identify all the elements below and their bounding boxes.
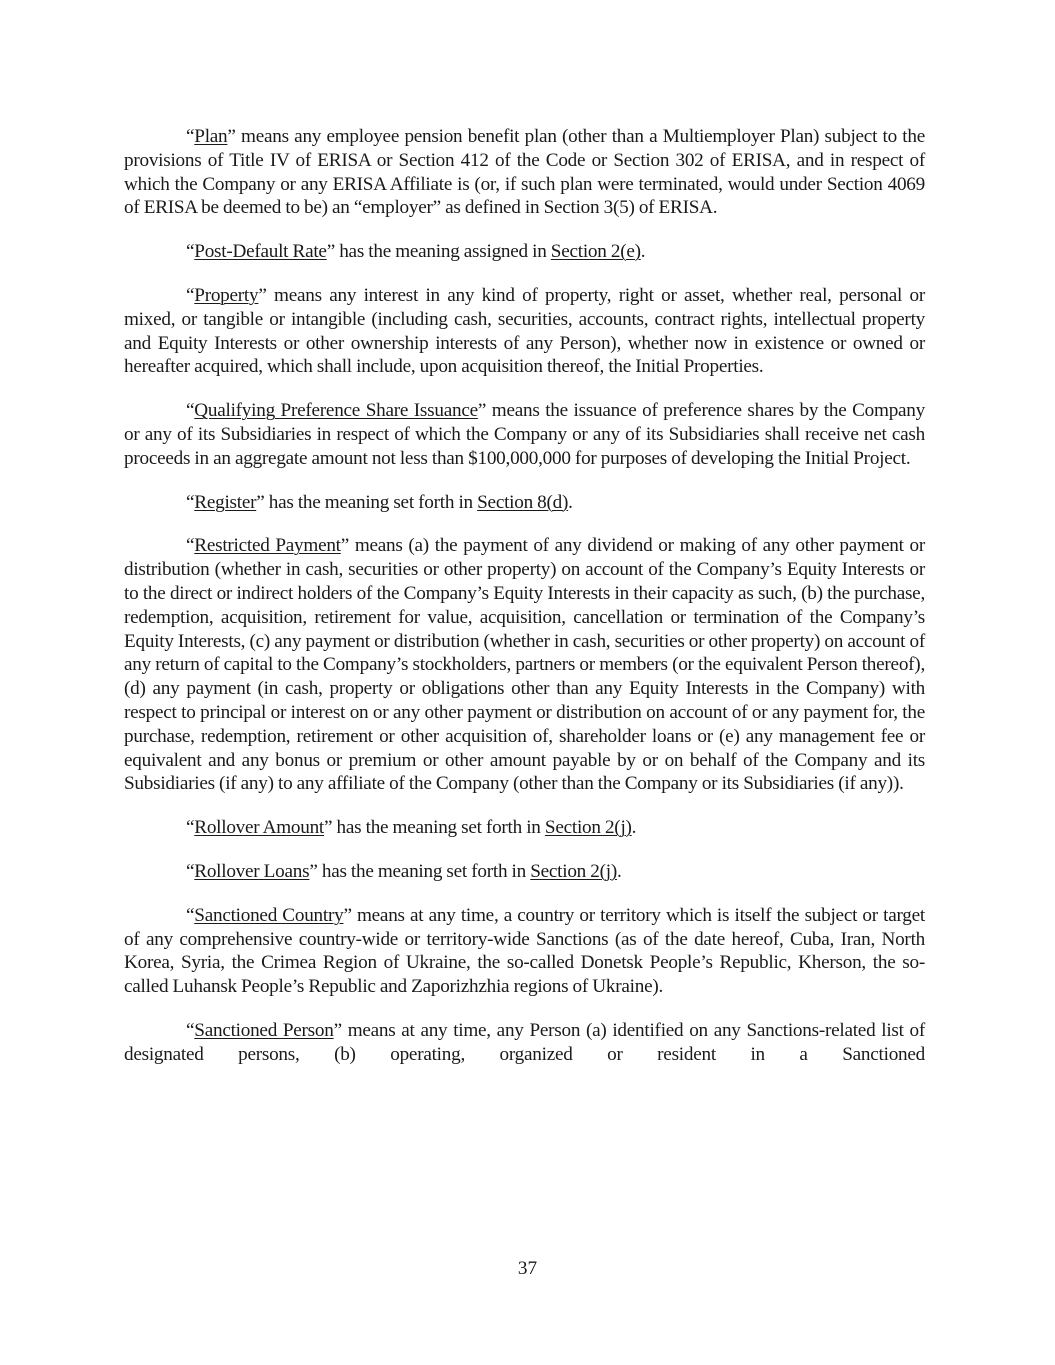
defined-term: Rollover Loans: [194, 860, 310, 882]
section-reference-link[interactable]: Section 2(e): [550, 241, 641, 263]
defined-term: Sanctioned Person: [194, 1019, 334, 1041]
definition-body: means at any time, a country or territory which is itself the subject or target of any comprehensive country-wide or territory-wide Sanctions (as of the date hereof, Cuba, Iran, North Korea, Syria, the Crimea Region of Ukraine, the so-called Donetsk People’s Republic, Kherson, the so- called Luhansk People’s Republic and Zaporizhzhia regions of Ukraine).: [124, 904, 925, 998]
definition-body: means at any time, any Person (a) identified on any Sanctions-related list of designated persons, (b) operating, organized or resident in a Sanctioned: [124, 1019, 925, 1065]
document-page: [124, 125, 925, 1087]
definition-sanctioned-country: “Sanctioned Country” means at any time, a country or territory which is itself the subject or target of any comprehensive country-wide or territory-wide Sanctions (as of the date hereof, Cuba, Iran, North Korea, Syria, the Crimea Region of Ukraine, the so-called Donetsk People’s Republic, Kherson, the so- called Luhansk People’s Republic and Zaporizhzhia regions of Ukraine).: [124, 904, 925, 998]
definition-body: means any employee pension benefit plan (other than a Multiemployer Plan) subject to the provisions of Title IV of ERISA or Section 412 of the Code or Section 302 of ERISA, and in respect of which the Company or any ERISA Affiliate is (or, if such plan were terminated, would under Section 4069 of ERISA be deemed to be) an “employer” as defined in Section 3(5) of ERISA.: [124, 126, 925, 219]
definition-register: “Register” has the meaning set forth in Section 8(d).: [186, 491, 573, 513]
defined-term: Plan: [194, 126, 228, 147]
defined-term: Property: [194, 284, 259, 306]
definition-body: means any interest in any kind of property, right or asset, whether real, personal or mixed, or tangible or intangible (including cash, securities, accounts, contract rights, intellectual property and Equity Interests or other ownership interests of any Person), whether now in existence or owned or hereafter acquired, which shall include, upon acquisition thereof, the Initial Properties.: [124, 284, 925, 378]
definition-rollover-amount: “Rollover Amount” has the meaning set forth in Section 2(j).: [186, 817, 637, 839]
defined-term: Post-Default Rate: [194, 241, 327, 263]
definition-body: has the meaning set forth in: [332, 817, 545, 839]
defined-term: Restricted Payment: [194, 535, 341, 557]
section-reference-link[interactable]: Section 2(j): [530, 860, 617, 882]
definition-post-default-rate: “Post-Default Rate” has the meaning assigned in Section 2(e).: [186, 241, 646, 263]
definition-property: “Property” means any interest in any kind of property, right or asset, whether real, personal or mixed, or tangible or intangible (including cash, securities, accounts, contract rights, intellectual property and Equity Interests or other ownership interests of any Person), whether now in existence or owned or hereafter acquired, which shall include, upon acquisition thereof, the Initial Properties.: [124, 284, 925, 378]
section-reference-link[interactable]: Section 8(d): [477, 491, 569, 513]
page-number: 37: [517, 1258, 538, 1279]
definition-plan: “Plan” means any employee pension benefit plan (other than a Multiemployer Plan) subject to the provisions of Title IV of ERISA or Section 412 of the Code or Section 302 of ERISA, and in respect of which the Company or any ERISA Affiliate is (or, if such plan were terminated, would under Section 4069 of ERISA be deemed to be) an “employer” as defined in Section 3(5) of ERISA.: [124, 126, 925, 219]
defined-term: Qualifying Preference Share Issuance: [194, 400, 478, 422]
definition-restricted-payment: “Restricted Payment” means (a) the payment of any dividend or making of any other payment or distribution (whether in cash, securities or other property) on account of the Company’s Equity Interests or to the direct or indirect holders of the Company’s Equity Interests in their capacity as such, (b) the purchase, redemption, acquisition, retirement for value, acquisition, cancellation or termination of the Company’s Equity Interests, (c) any payment or distribution (whether in cash, securities or other property) on account of any return of capital to the Company’s stockholders, partners or members (or the equivalent Person thereof), (d) any payment (in cash, property or obligations other than any Equity Interests in the Company) with respect to principal or interest on or any other payment or distribution on account of or any payment for, the purchase, redemption, retirement or other acquisition of, shareholder loans or (e) any management fee or equivalent and any bonus or premium or other amount payable by or on behalf of the Company and its Subsidiaries (if any) to any affiliate of the Company (other than the Company or its Subsidiaries (if any)).: [124, 535, 925, 795]
defined-term: Sanctioned Country: [194, 904, 344, 926]
defined-term: Rollover Amount: [194, 817, 325, 839]
definition-sanctioned-person: “Sanctioned Person” means at any time, any Person (a) identified on any Sanctions-related list of designated persons, (b) operating, organized or resident in a Sanctioned: [124, 1019, 925, 1065]
definition-qualifying-preference-share-issuance: “Qualifying Preference Share Issuance” means the issuance of preference shares by the Company or any of its Subsidiaries in respect of which the Company or any of its Subsidiaries shall receive net cash proceeds in an aggregate amount not less than $100,000,000 for purposes of developing the Initial Project.: [124, 400, 925, 469]
defined-term: Register: [194, 491, 257, 513]
definition-body: means (a) the payment of any dividend or making of any other payment or distribution (whether in cash, securities or other property) on account of the Company’s Equity Interests or to the direct or indirect holders of the Company’s Equity Interests in their capacity as such, (b) the purchase, redemption, acquisition, retirement for value, acquisition, cancellation or termination of the Company’s Equity Interests, (c) any payment or distribution (whether in cash, securities or other property) on account of any return of capital to the Company’s stockholders, partners or members (or the equivalent Person thereof), (d) any payment (in cash, property or obligations other than any Equity Interests in the Company) with respect to principal or interest on or any other payment or distribution on account of or any payment for, the purchase, redemption, retirement or other acquisition of, shareholder loans or (e) any management fee or equivalent and any bonus or premium or other amount payable by or on behalf of the Company and its Subsidiaries (if any) to any affiliate of the Company (other than the Company or its Subsidiaries (if any)).: [124, 535, 925, 795]
definition-rollover-loans: “Rollover Loans” has the meaning set forth in Section 2(j).: [186, 860, 622, 882]
definition-body: means the issuance of preference shares by the Company or any of its Subsidiaries in respect of which the Company or any of its Subsidiaries shall receive net cash proceeds in an aggregate amount not less than $100,000,000 for purposes of developing the Initial Project.: [124, 400, 925, 469]
definition-body: has the meaning set forth in: [264, 491, 478, 513]
definition-body: has the meaning set forth in: [317, 860, 531, 882]
section-reference-link[interactable]: Section 2(j): [544, 817, 632, 839]
definition-body: has the meaning assigned in: [334, 241, 551, 263]
